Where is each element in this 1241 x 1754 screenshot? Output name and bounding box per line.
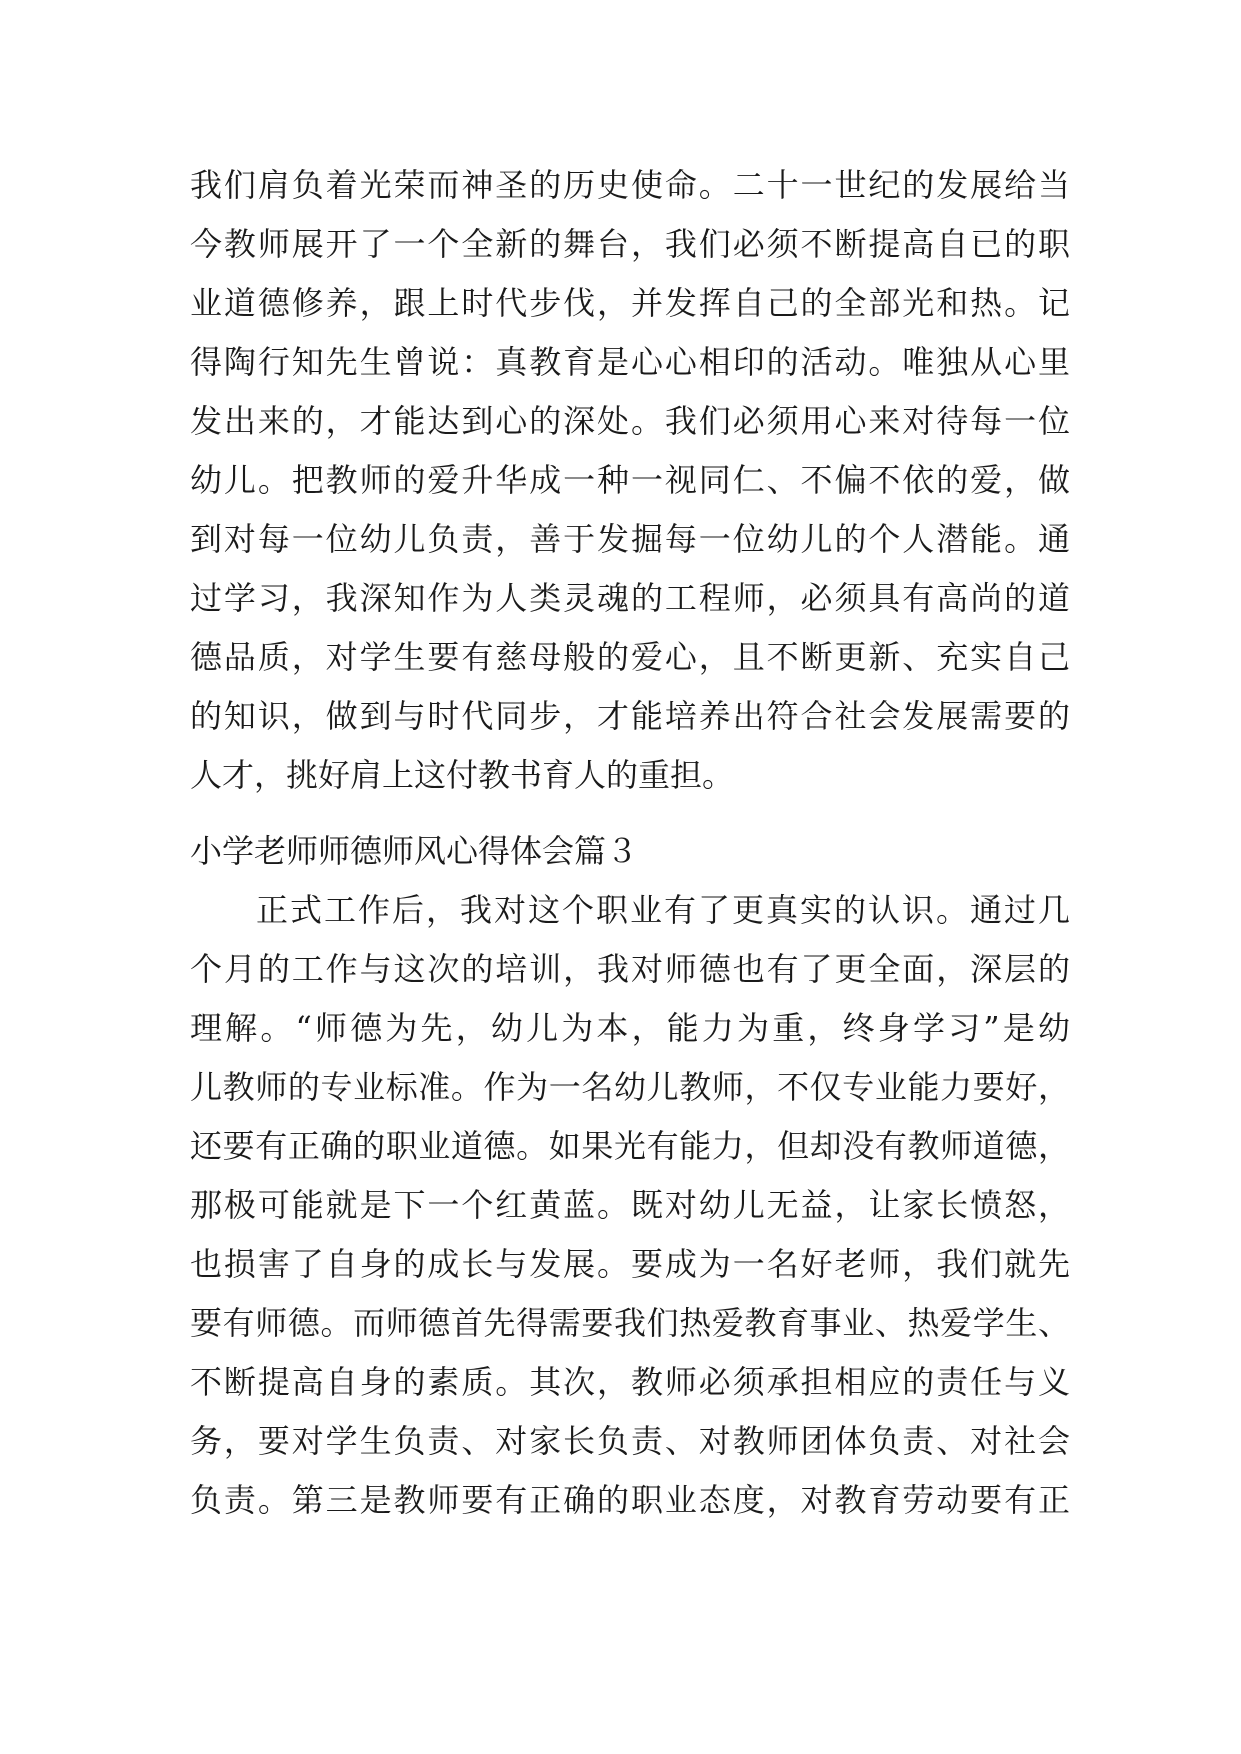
text-line: 也损害了自身的成长与发展。要成为一名好老师，我们就先 [190,1245,1070,1283]
text-line: 到对每一位幼儿负责，善于发掘每一位幼儿的个人潜能。通 [190,520,1070,558]
text-line: 业道德修养，跟上时代步伐，并发挥自己的全部光和热。记 [190,284,1070,322]
text-line: 的知识，做到与时代同步，才能培养出符合社会发展需要的 [190,697,1070,735]
text-line: 个月的工作与这次的培训，我对师德也有了更全面，深层的 [190,950,1070,988]
text-line: 那极可能就是下一个红黄蓝。既对幼儿无益，让家长愤怒， [190,1186,1070,1224]
text-line: 要有师德。而师德首先得需要我们热爱教育事业、热爱学生、 [190,1304,1070,1342]
section-heading: 小学老师师德师风心得体会篇３ [190,832,639,870]
text-line: 幼儿。把教师的爱升华成一种一视同仁、不偏不依的爱，做 [190,461,1070,499]
text-line: 我们肩负着光荣而神圣的历史使命。二十一世纪的发展给当 [190,166,1070,204]
text-line: 过学习，我深知作为人类灵魂的工程师，必须具有高尚的道 [190,579,1070,617]
text-line: 发出来的，才能达到心的深处。我们必须用心来对待每一位 [190,402,1070,440]
text-line: 正式工作后，我对这个职业有了更真实的认识。通过几 [256,891,1070,929]
text-line: 人才，挑好肩上这付教书育人的重担。 [190,756,735,794]
text-line: 负责。第三是教师要有正确的职业态度，对教育劳动要有正 [190,1481,1070,1519]
text-line: 得陶行知先生曾说：真教育是心心相印的活动。唯独从心里 [190,343,1070,381]
paragraph-continued [190,156,1070,805]
text-line: 今教师展开了一个全新的舞台，我们必须不断提高自已的职 [190,225,1070,263]
text-line: 德品质，对学生要有慈母般的爱心，且不断更新、充实自己 [190,638,1070,676]
text-line: 不断提高自身的素质。其次，教师必须承担相应的责任与义 [190,1363,1070,1401]
text-line: 儿教师的专业标准。作为一名幼儿教师，不仅专业能力要好， [190,1068,1070,1106]
text-line: 理解。“师德为先，幼儿为本，能力为重，终身学习”是幼 [190,1009,1070,1047]
text-line: 务，要对学生负责、对家长负责、对教师团体负责、对社会 [190,1422,1070,1460]
text-line: 还要有正确的职业道德。如果光有能力，但却没有教师道德， [190,1127,1070,1165]
paragraph-new [190,881,1070,1530]
